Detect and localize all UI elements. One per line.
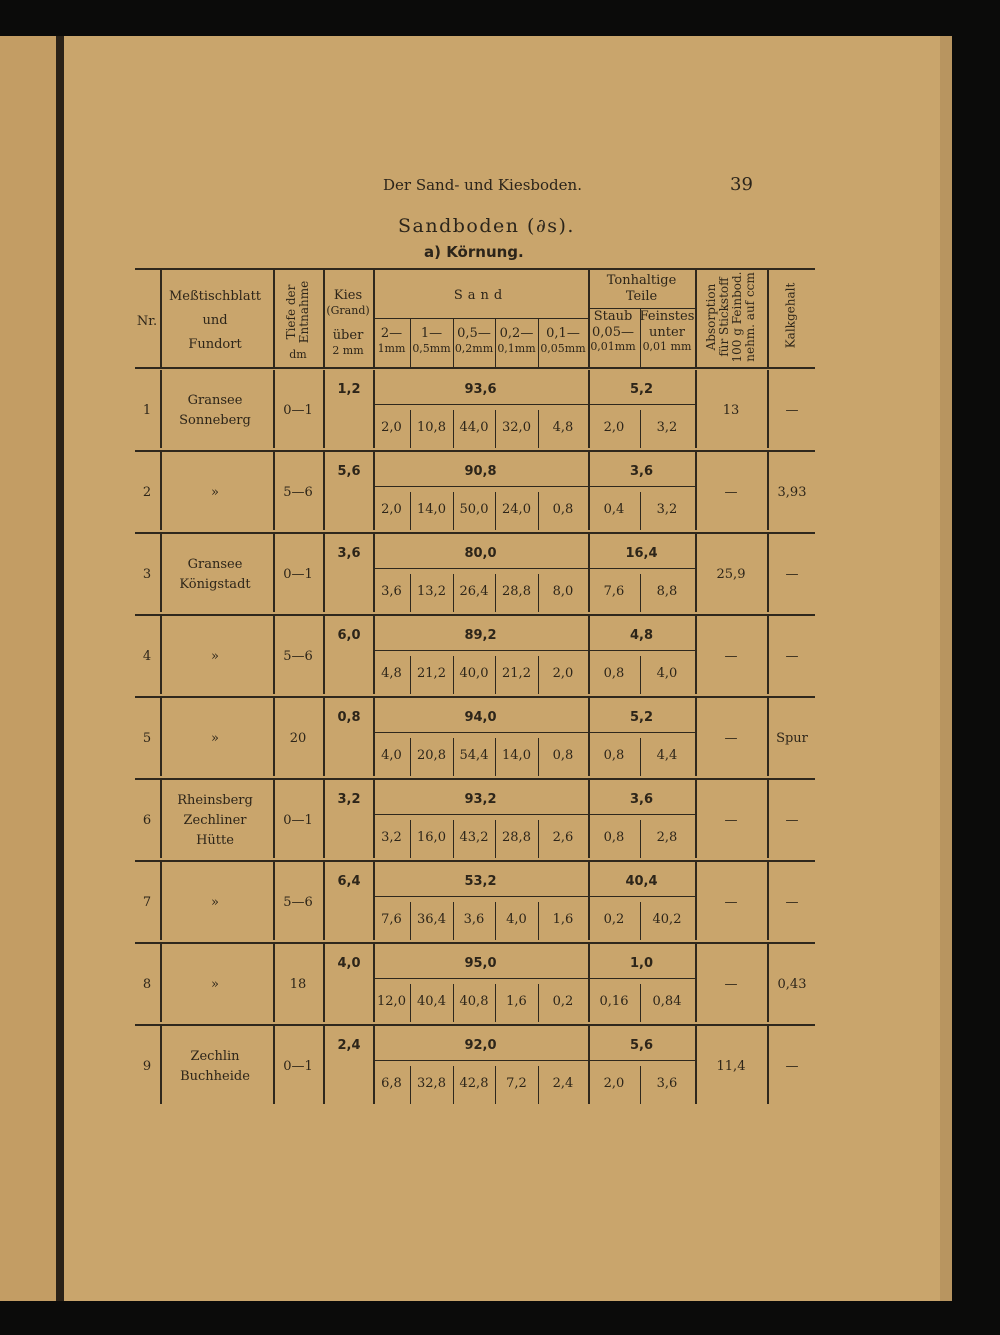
row-sand-fraction: 40,0: [459, 666, 489, 681]
header-col-rule: [273, 268, 275, 367]
header-kalk: [785, 267, 798, 363]
row-sand-fraction: 0,8: [552, 748, 574, 763]
row-absorption: —: [724, 731, 738, 746]
header-col-rule: [767, 268, 769, 367]
row-sand-total: 93,2: [464, 792, 497, 807]
row-feinstes: 0,84: [652, 994, 682, 1009]
header-sand-range-to: 0,2mm: [454, 342, 494, 355]
header-tiefe-line: Tiefe der: [284, 284, 298, 340]
row-sand-fraction: 3,2: [381, 830, 402, 845]
row-fundort: Sonneberg: [179, 413, 251, 428]
page-edge-shade: [940, 36, 952, 1301]
total-detail-rule: [373, 568, 695, 569]
row-sand-fraction: 44,0: [459, 420, 489, 435]
row-fundort: Hütte: [196, 833, 234, 848]
row-nr: 4: [142, 649, 152, 664]
row-sand-fraction: 14,0: [417, 502, 446, 517]
row-kies: 3,2: [337, 792, 361, 807]
row-staub: 0,8: [603, 830, 625, 845]
header-sand-range-to: 0,5mm: [412, 342, 451, 355]
row-sand-total: 80,0: [464, 546, 497, 561]
row-ton-total: 5,2: [629, 382, 654, 397]
row-sand-fraction: 0,2: [552, 994, 574, 1009]
header-sand-range-to: 0,05mm: [540, 342, 586, 355]
row-kies: 3,6: [337, 546, 361, 561]
row-fundort: »: [211, 649, 219, 664]
row-tiefe: 0—1: [283, 813, 313, 828]
row-feinstes: 2,8: [656, 830, 678, 845]
row-fundort: »: [211, 977, 219, 992]
row-staub: 0,4: [603, 502, 625, 517]
row-tiefe: 0—1: [283, 567, 313, 582]
table-title: Sandboden (∂s).: [398, 215, 575, 237]
row-kies: 1,2: [337, 382, 361, 397]
row-sand-fraction: 4,8: [381, 666, 402, 681]
header-kies: Kies: [333, 288, 363, 303]
row-absorption: 13: [722, 403, 740, 418]
row-kalk: 3,93: [777, 485, 807, 500]
row-tiefe: 5—6: [283, 895, 313, 910]
row-kalk: —: [785, 1059, 799, 1074]
row-sand-fraction: 24,0: [502, 502, 531, 517]
row-separator: [135, 860, 815, 862]
header-sand-range-from: 0,1—: [546, 326, 580, 341]
row-sand-fraction: 21,2: [502, 666, 531, 681]
header-sand-range-to: 0,1mm: [497, 342, 536, 355]
row-nr: 3: [142, 567, 152, 582]
row-ton-total: 3,6: [629, 464, 654, 479]
header-nr: Nr.: [136, 314, 158, 329]
row-kies: 6,4: [337, 874, 361, 889]
header-feinstes-unter: unter: [649, 325, 685, 340]
header-absorption-line: 100 g Feinbod.: [730, 271, 744, 363]
row-sand-total: 92,0: [464, 1038, 497, 1053]
row-absorption: —: [724, 649, 738, 664]
row-sand-fraction: 2,0: [552, 666, 574, 681]
row-staub: 0,16: [599, 994, 629, 1009]
row-sand-fraction: 54,4: [459, 748, 489, 763]
row-kalk: 0,43: [777, 977, 807, 992]
row-sand-total: 95,0: [464, 956, 497, 971]
book-gutter: [56, 36, 64, 1301]
row-ton-total: 16,4: [625, 546, 658, 561]
header-feinstes: Feinstes: [639, 309, 695, 324]
row-absorption: 11,4: [716, 1059, 746, 1074]
header-col-rule: [695, 268, 697, 367]
row-sand-fraction: 40,8: [459, 994, 489, 1009]
row-staub: 0,8: [603, 748, 625, 763]
row-kies: 5,6: [337, 464, 361, 479]
row-fundort: Zechliner: [183, 813, 247, 828]
row-col-rule: [695, 616, 697, 694]
header-sand-range-from: 0,2—: [499, 326, 534, 341]
header-sand-range-from: 0,5—: [457, 326, 491, 341]
row-sand-fraction: 26,4: [459, 584, 489, 599]
header-sand-range-from: 2—: [380, 326, 403, 341]
row-separator: [135, 696, 815, 698]
row-sand-fraction: 7,2: [506, 1076, 527, 1091]
row-nr: 1: [142, 403, 152, 418]
row-sand-fraction: 43,2: [459, 830, 489, 845]
row-kalk: —: [785, 567, 799, 582]
row-sand-fraction: 2,6: [552, 830, 574, 845]
row-staub: 2,0: [603, 420, 625, 435]
row-kies: 4,0: [337, 956, 361, 971]
row-fundort: Gransee: [187, 393, 243, 408]
header-staub: Staub: [593, 309, 633, 324]
row-sand-fraction: 20,8: [417, 748, 446, 763]
row-feinstes: 8,8: [656, 584, 678, 599]
row-fundort: Königstadt: [179, 577, 251, 592]
row-separator: [135, 942, 815, 944]
header-sand: Sand: [453, 288, 508, 303]
row-separator: [135, 614, 815, 616]
total-detail-rule: [373, 978, 695, 979]
row-sand-fraction: 36,4: [417, 912, 446, 927]
row-tiefe: 0—1: [283, 1059, 313, 1074]
row-sand-fraction: 13,2: [417, 584, 446, 599]
row-staub: 0,2: [603, 912, 625, 927]
row-absorption: —: [724, 895, 738, 910]
row-col-rule: [695, 534, 697, 612]
row-sand-fraction: 4,8: [552, 420, 574, 435]
header-kies-2mm: 2 mm: [332, 344, 364, 357]
row-kies: 6,0: [337, 628, 361, 643]
row-ton-total: 4,8: [629, 628, 654, 643]
row-kalk: Spur: [776, 731, 808, 746]
row-fundort: »: [211, 485, 219, 500]
row-absorption: 25,9: [716, 567, 746, 582]
row-ton-total: 3,6: [629, 792, 654, 807]
row-sand-total: 93,6: [464, 382, 497, 397]
row-tiefe: 5—6: [283, 485, 313, 500]
row-col-rule: [695, 862, 697, 940]
header-tiefe-unit: dm: [289, 348, 307, 361]
row-feinstes: 4,0: [656, 666, 678, 681]
row-sand-fraction: 7,6: [381, 912, 402, 927]
row-tiefe: 18: [289, 977, 307, 992]
row-sand-fraction: 3,6: [463, 912, 485, 927]
header-absorption-line: nehm. auf ccm: [743, 272, 757, 362]
row-nr: 6: [142, 813, 152, 828]
row-nr: 2: [142, 485, 152, 500]
row-sand-fraction: 14,0: [502, 748, 531, 763]
row-ton-total: 5,2: [629, 710, 654, 725]
row-sand-fraction: 6,8: [381, 1076, 402, 1091]
row-fundort: »: [211, 895, 219, 910]
total-detail-rule: [373, 486, 695, 487]
row-tiefe: 20: [289, 731, 307, 746]
header-bottom-rule: [135, 367, 815, 369]
row-sand-fraction: 3,6: [381, 584, 402, 599]
row-sand-fraction: 0,8: [552, 502, 574, 517]
row-sand-fraction: 4,0: [381, 748, 402, 763]
row-sand-fraction: 50,0: [459, 502, 489, 517]
header-ton-teile: Teile: [625, 289, 658, 304]
header-tiefe-line: Entnahme: [297, 280, 311, 344]
row-separator: [135, 1024, 815, 1026]
header-fundort: Fundort: [188, 337, 242, 352]
header-ton: Tonhaltige: [606, 273, 677, 288]
row-sand-fraction: 32,8: [417, 1076, 446, 1091]
total-detail-rule: [373, 732, 695, 733]
row-sand-fraction: 1,6: [506, 994, 527, 1009]
row-separator: [135, 450, 815, 452]
row-sand-total: 89,2: [464, 628, 497, 643]
total-detail-rule: [373, 896, 695, 897]
row-sand-total: 94,0: [464, 710, 497, 725]
sand-sub-rule: [373, 318, 588, 319]
header-absorption-line: Absorption: [704, 283, 718, 351]
header-sand-range-to: 1mm: [377, 342, 406, 355]
row-feinstes: 3,2: [656, 502, 678, 517]
row-kalk: —: [785, 403, 799, 418]
row-feinstes: 3,6: [656, 1076, 678, 1091]
row-nr: 9: [142, 1059, 152, 1074]
row-sand-fraction: 2,0: [381, 502, 402, 517]
row-feinstes: 4,4: [656, 748, 678, 763]
row-tiefe: 0—1: [283, 403, 313, 418]
row-sand-fraction: 32,0: [502, 420, 531, 435]
header-sand-range-from: 1—: [420, 326, 443, 341]
header-absorption: [705, 269, 757, 365]
running-header: Der Sand- und Kiesboden.: [383, 176, 582, 194]
row-fundort: »: [211, 731, 219, 746]
row-sand-fraction: 1,6: [552, 912, 574, 927]
row-col-rule: [695, 452, 697, 530]
header-fundort: Meßtischblatt: [168, 289, 262, 304]
row-separator: [135, 532, 815, 534]
row-ton-total: 40,4: [625, 874, 658, 889]
header-staub-to: 0,01mm: [590, 340, 636, 353]
row-fundort: Rheinsberg: [177, 793, 253, 808]
row-kalk: —: [785, 895, 799, 910]
row-col-rule: [695, 698, 697, 776]
row-sand-fraction: 28,8: [502, 830, 531, 845]
row-nr: 7: [142, 895, 152, 910]
row-feinstes: 40,2: [652, 912, 682, 927]
row-feinstes: 3,2: [656, 420, 678, 435]
header-kies-ueber: über: [332, 328, 364, 343]
page-number: 39: [730, 174, 753, 195]
row-col-rule: [695, 1026, 697, 1104]
row-sand-fraction: 4,0: [506, 912, 527, 927]
row-nr: 8: [142, 977, 152, 992]
row-sand-total: 53,2: [464, 874, 497, 889]
row-col-rule: [695, 370, 697, 448]
row-staub: 2,0: [603, 1076, 625, 1091]
row-separator: [135, 778, 815, 780]
row-staub: 7,6: [603, 584, 625, 599]
row-kalk: —: [785, 649, 799, 664]
table-subtitle: a) Körnung.: [424, 243, 524, 261]
total-detail-rule: [373, 650, 695, 651]
row-sand-fraction: 40,4: [417, 994, 446, 1009]
row-ton-total: 5,6: [629, 1038, 654, 1053]
row-sand-fraction: 21,2: [417, 666, 446, 681]
row-staub: 0,8: [603, 666, 625, 681]
header-feinstes-size: 0,01 mm: [642, 340, 692, 353]
row-sand-fraction: 28,8: [502, 584, 531, 599]
row-ton-total: 1,0: [629, 956, 654, 971]
header-fundort: und: [202, 313, 228, 328]
row-sand-fraction: 8,0: [552, 584, 574, 599]
total-detail-rule: [373, 404, 695, 405]
header-kies-grand: (Grand): [326, 304, 370, 317]
row-sand-fraction: 10,8: [417, 420, 446, 435]
header-absorption-line: für Stickstoff: [717, 277, 731, 357]
left-page-edge: [0, 36, 60, 1301]
row-nr: 5: [142, 731, 152, 746]
row-sand-fraction: 12,0: [377, 994, 406, 1009]
row-kies: 0,8: [337, 710, 361, 725]
row-fundort: Zechlin: [190, 1049, 240, 1064]
row-col-rule: [695, 944, 697, 1022]
row-absorption: —: [724, 485, 738, 500]
row-fundort: Gransee: [187, 557, 243, 572]
row-kies: 2,4: [337, 1038, 361, 1053]
row-absorption: —: [724, 813, 738, 828]
row-absorption: —: [724, 977, 738, 992]
row-tiefe: 5—6: [283, 649, 313, 664]
header-tiefe: [285, 264, 311, 360]
row-sand-fraction: 16,0: [417, 830, 446, 845]
row-sand-fraction: 42,8: [459, 1076, 489, 1091]
row-sand-total: 90,8: [464, 464, 497, 479]
row-col-rule: [695, 780, 697, 858]
row-sand-fraction: 2,4: [552, 1076, 574, 1091]
header-kalk-line: Kalkgehalt: [783, 282, 798, 348]
row-kalk: —: [785, 813, 799, 828]
total-detail-rule: [373, 814, 695, 815]
header-staub-from: 0,05—: [592, 325, 634, 340]
total-detail-rule: [373, 1060, 695, 1061]
row-fundort: Buchheide: [180, 1069, 250, 1084]
row-sand-fraction: 2,0: [381, 420, 402, 435]
